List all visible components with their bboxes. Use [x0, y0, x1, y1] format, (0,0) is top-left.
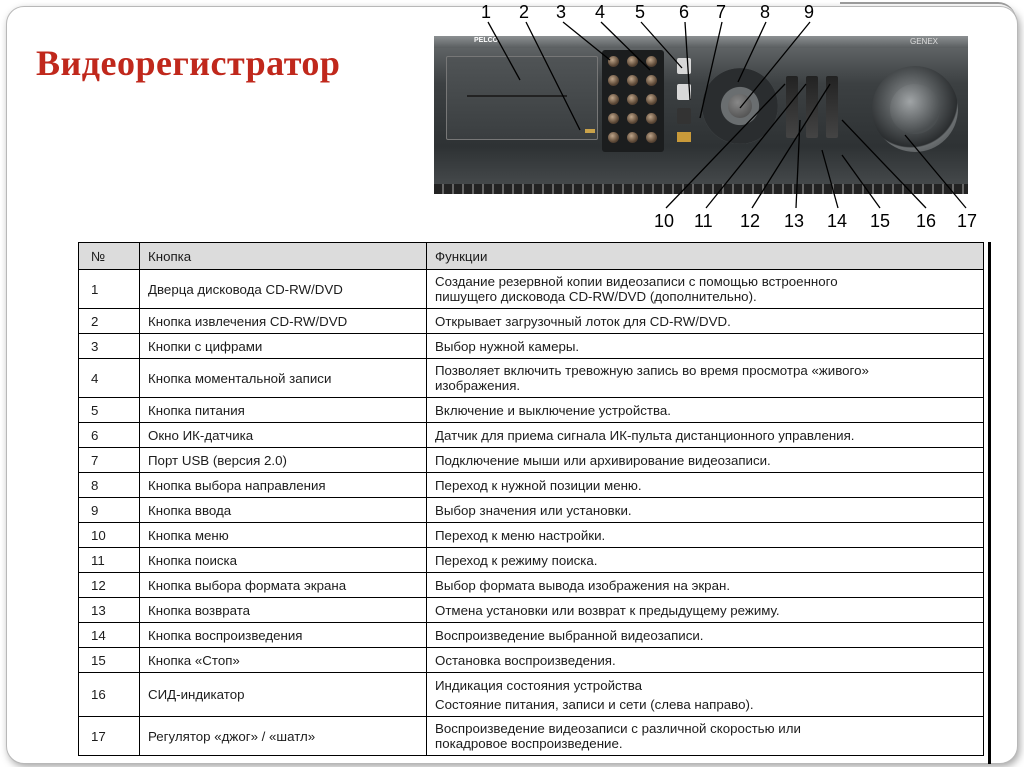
- row-function-line: Переход к меню настройки.: [435, 527, 606, 543]
- row-button-name: Кнопка питания: [140, 398, 427, 423]
- callout-4: 4: [595, 2, 606, 22]
- row-function: [427, 448, 984, 473]
- number-keypad: [602, 50, 664, 152]
- row-number: 8: [79, 473, 140, 498]
- table-row: [79, 448, 984, 473]
- row-button-name: Кнопка воспроизведения: [140, 623, 427, 648]
- row-function-line: Отмена установки или возврат к предыдущему режиму.: [435, 602, 780, 618]
- eject-button: [585, 129, 595, 133]
- number-key-icon: [627, 75, 638, 86]
- table-row: [79, 598, 984, 623]
- row-function: [427, 717, 984, 756]
- number-key-icon: [608, 94, 619, 105]
- row-number: 14: [79, 623, 140, 648]
- row-button-name: Кнопка «Стоп»: [140, 648, 427, 673]
- row-function: [427, 648, 984, 673]
- row-function-line: пишущего дисковода CD-RW/DVD (дополнительно).: [435, 289, 757, 304]
- power-button: [677, 84, 691, 100]
- number-key-icon: [646, 56, 657, 67]
- table-row: [79, 623, 984, 648]
- table-row: [79, 648, 984, 673]
- callout-12: 12: [740, 211, 761, 231]
- row-number: 15: [79, 648, 140, 673]
- dvr-photo: [432, 0, 1002, 236]
- table-row: [79, 548, 984, 573]
- callout-13: 13: [784, 211, 805, 231]
- callout-14: 14: [827, 211, 848, 231]
- table-row: [79, 717, 984, 756]
- callout-11: 11: [694, 211, 713, 231]
- panel-bottom-strip: [434, 184, 968, 194]
- row-button-name: СИД-индикатор: [140, 673, 427, 717]
- row-function: [427, 398, 984, 423]
- header-button: Кнопка: [140, 243, 427, 270]
- jog-shuttle-dial: [872, 66, 958, 152]
- table-row: [79, 498, 984, 523]
- power-column: [674, 54, 696, 154]
- row-button-name: Кнопки с цифрами: [140, 334, 427, 359]
- enter-button: [728, 94, 752, 118]
- row-function-line: Переход к нужной позиции меню.: [435, 477, 642, 493]
- callout-6: 6: [679, 2, 690, 22]
- row-function-line: Остановка воспроизведения.: [435, 652, 616, 668]
- disc-drive-door: [446, 56, 598, 140]
- row-button-name: Кнопка поиска: [140, 548, 427, 573]
- row-function: [427, 548, 984, 573]
- callout-10: 10: [654, 211, 675, 231]
- row-number: 1: [79, 270, 140, 309]
- ir-window: [677, 108, 691, 124]
- number-key-icon: [646, 94, 657, 105]
- row-number: 16: [79, 673, 140, 717]
- row-button-name: Кнопка моментальной записи: [140, 359, 427, 398]
- number-key-icon: [627, 56, 638, 67]
- table-right-border: [988, 242, 991, 764]
- header-functions: Функции: [427, 243, 984, 270]
- row-button-name: Кнопка возврата: [140, 598, 427, 623]
- row-function: [427, 598, 984, 623]
- row-function-line: Воспроизведение видеозаписи с различной скоростью или: [435, 721, 801, 736]
- dvr-front-panel: [434, 36, 968, 194]
- row-function-line: Выбор значения или установки.: [435, 502, 632, 518]
- row-number: 3: [79, 334, 140, 359]
- callout-8: 8: [760, 2, 771, 22]
- row-function-line: Воспроизведение выбранной видеозаписи.: [435, 627, 704, 643]
- row-button-name: Кнопка ввода: [140, 498, 427, 523]
- table-row: [79, 573, 984, 598]
- row-function-line: Датчик для приема сигнала ИК-пульта дистанционного управления.: [435, 427, 855, 443]
- number-key-icon: [646, 75, 657, 86]
- search-button: [806, 76, 818, 138]
- row-button-name: Окно ИК-датчика: [140, 423, 427, 448]
- table-header-row: [79, 243, 984, 270]
- row-number: 12: [79, 573, 140, 598]
- table-row: [79, 523, 984, 548]
- callout-5: 5: [635, 2, 646, 22]
- callout-17: 17: [957, 211, 978, 231]
- header-number: №: [79, 243, 140, 270]
- jog-inner: [890, 84, 940, 134]
- panel-top-strip: [434, 36, 968, 48]
- brand-logo: PELCO: [474, 37, 499, 44]
- row-function-line: покадровое воспроизведение.: [435, 736, 623, 751]
- row-function-line: Открывает загрузочный лоток для CD-RW/DVD.: [435, 313, 731, 329]
- brand-logo-right: GENEX: [909, 37, 938, 46]
- row-button-name: Кнопка меню: [140, 523, 427, 548]
- table-row: [79, 673, 984, 717]
- slide-title: Видеорегистратор: [36, 43, 341, 83]
- row-number: 10: [79, 523, 140, 548]
- record-button: [677, 58, 691, 74]
- row-function: [427, 359, 984, 398]
- row-function: [427, 573, 984, 598]
- callout-2: 2: [519, 2, 530, 22]
- row-function: [427, 498, 984, 523]
- number-key-icon: [646, 113, 657, 124]
- number-key-icon: [608, 56, 619, 67]
- row-number: 2: [79, 309, 140, 334]
- row-function: [427, 270, 984, 309]
- callout-16: 16: [916, 211, 937, 231]
- row-button-name: Порт USB (версия 2.0): [140, 448, 427, 473]
- row-function-line: Подключение мыши или архивирование видеозаписи.: [435, 452, 771, 468]
- row-function: [427, 623, 984, 648]
- row-function-line: Создание резервной копии видеозаписи с помощью встроенного: [435, 274, 838, 289]
- row-function-line: Включение и выключение устройства.: [435, 402, 671, 418]
- row-function: [427, 423, 984, 448]
- callout-7: 7: [716, 2, 727, 22]
- callout-3: 3: [556, 2, 567, 22]
- row-function: [427, 673, 984, 717]
- menu-button: [786, 76, 798, 138]
- table-row: [79, 359, 984, 398]
- table-row: [79, 270, 984, 309]
- row-function-line: Индикация состояния устройства: [435, 677, 643, 693]
- number-key-icon: [646, 132, 657, 143]
- row-button-name: Дверца дисковода CD-RW/DVD: [140, 270, 427, 309]
- row-function-line: Выбор нужной камеры.: [435, 338, 580, 354]
- number-key-icon: [608, 75, 619, 86]
- number-key-icon: [627, 113, 638, 124]
- row-number: 17: [79, 717, 140, 756]
- row-button-name: Регулятор «джог» / «шатл»: [140, 717, 427, 756]
- row-number: 7: [79, 448, 140, 473]
- display-button: [826, 76, 838, 138]
- row-function: [427, 473, 984, 498]
- row-number: 11: [79, 548, 140, 573]
- button-function-table: [78, 242, 984, 756]
- row-button-name: Кнопка выбора формата экрана: [140, 573, 427, 598]
- row-function-line: Переход к режиму поиска.: [435, 552, 598, 568]
- table-row: [79, 423, 984, 448]
- table-row: [79, 473, 984, 498]
- row-number: 6: [79, 423, 140, 448]
- row-number: 9: [79, 498, 140, 523]
- callout-1: 1: [481, 2, 492, 22]
- usb-port: [677, 132, 691, 142]
- disc-slot: [467, 95, 567, 97]
- table-row: [79, 334, 984, 359]
- row-function-line: Позволяет включить тревожную запись во время просмотра «живого»: [435, 363, 869, 378]
- row-button-name: Кнопка выбора направления: [140, 473, 427, 498]
- direction-pad: [702, 68, 778, 144]
- table-row: [79, 398, 984, 423]
- number-key-icon: [608, 132, 619, 143]
- number-key-icon: [627, 132, 638, 143]
- row-number: 4: [79, 359, 140, 398]
- row-function-line: Выбор формата вывода изображения на экран.: [435, 577, 731, 593]
- row-number: 5: [79, 398, 140, 423]
- row-button-name: Кнопка извлечения CD-RW/DVD: [140, 309, 427, 334]
- number-key-icon: [608, 113, 619, 124]
- row-function: [427, 309, 984, 334]
- callout-9: 9: [804, 2, 815, 22]
- row-function: [427, 523, 984, 548]
- row-function-line: Состояние питания, записи и сети (слева направо).: [435, 696, 754, 712]
- row-function-line: изображения.: [435, 378, 521, 393]
- table-body: [79, 270, 984, 756]
- row-function: [427, 334, 984, 359]
- table-row: [79, 309, 984, 334]
- callout-15: 15: [870, 211, 891, 231]
- row-number: 13: [79, 598, 140, 623]
- number-key-icon: [627, 94, 638, 105]
